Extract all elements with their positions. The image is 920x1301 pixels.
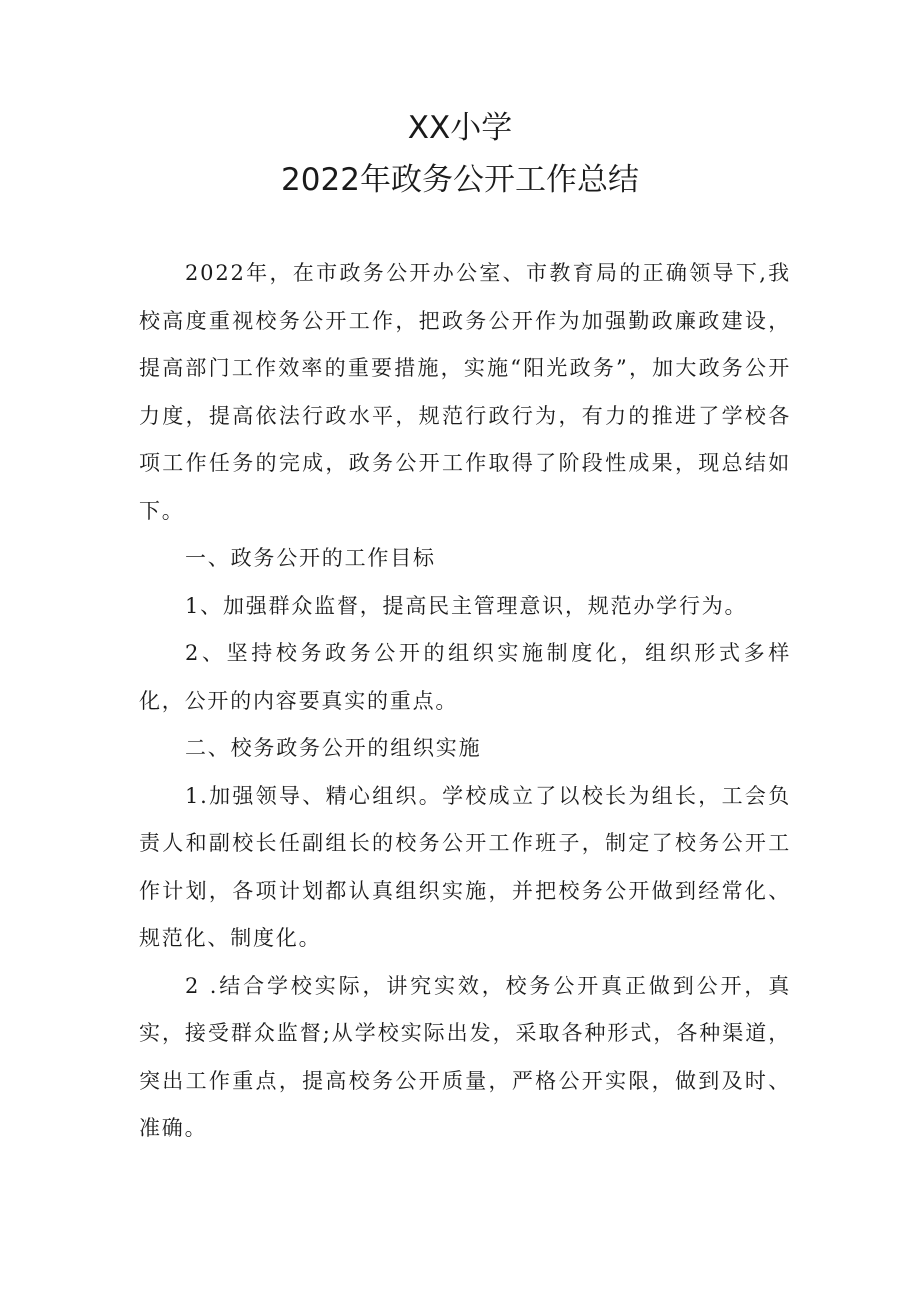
implementation-item-2: 2 .结合学校实际，讲究实效，校务公开真正做到公开，真实，接受群众监督;从学校实际出发，采取各种形式，各种渠道，突出工作重点，提高校务公开质量，严格公开实限，做到及时、准确。 [139,973,791,1140]
intro-paragraph: 2022年，在市政务公开办公室、市教育局的正确领导下,我校高度重视校务公开工作，把政务公开作为加强勤政廉政建设，提高部门工作效率的重要措施，实施“阳光政务”，加大政务公开力度，提高依法行政水平，规范行政行为，有力的推进了学校各项工作任务的完成，政务公开工作取得了阶段性成果，现总结如下。 [139,261,791,523]
document-title-school: XX小学 [407,110,513,146]
implementation-item-1: 1.加强领导、精心组织。学校成立了以校长为组长，工会负责人和副校长任副组长的校务公开工作班子，制定了校务公开工作计划，各项计划都认真组织实施，并把校务公开做到经常化、规范化、制度化。 [139,783,791,950]
goal-item-2: 2、坚持校务政务公开的组织实施制度化，组织形式多样化，公开的内容要真实的重点。 [139,641,791,713]
document-body [139,250,791,1153]
section-heading-implementation: 二、校务政务公开的组织实施 [185,736,482,760]
section-heading-goals: 一、政务公开的工作目标 [185,546,436,570]
goal-item-1: 1、加强群众监督，提高民主管理意识，规范办学行为。 [185,593,748,618]
document-title-report: 2022年政务公开工作总结 [281,162,639,198]
